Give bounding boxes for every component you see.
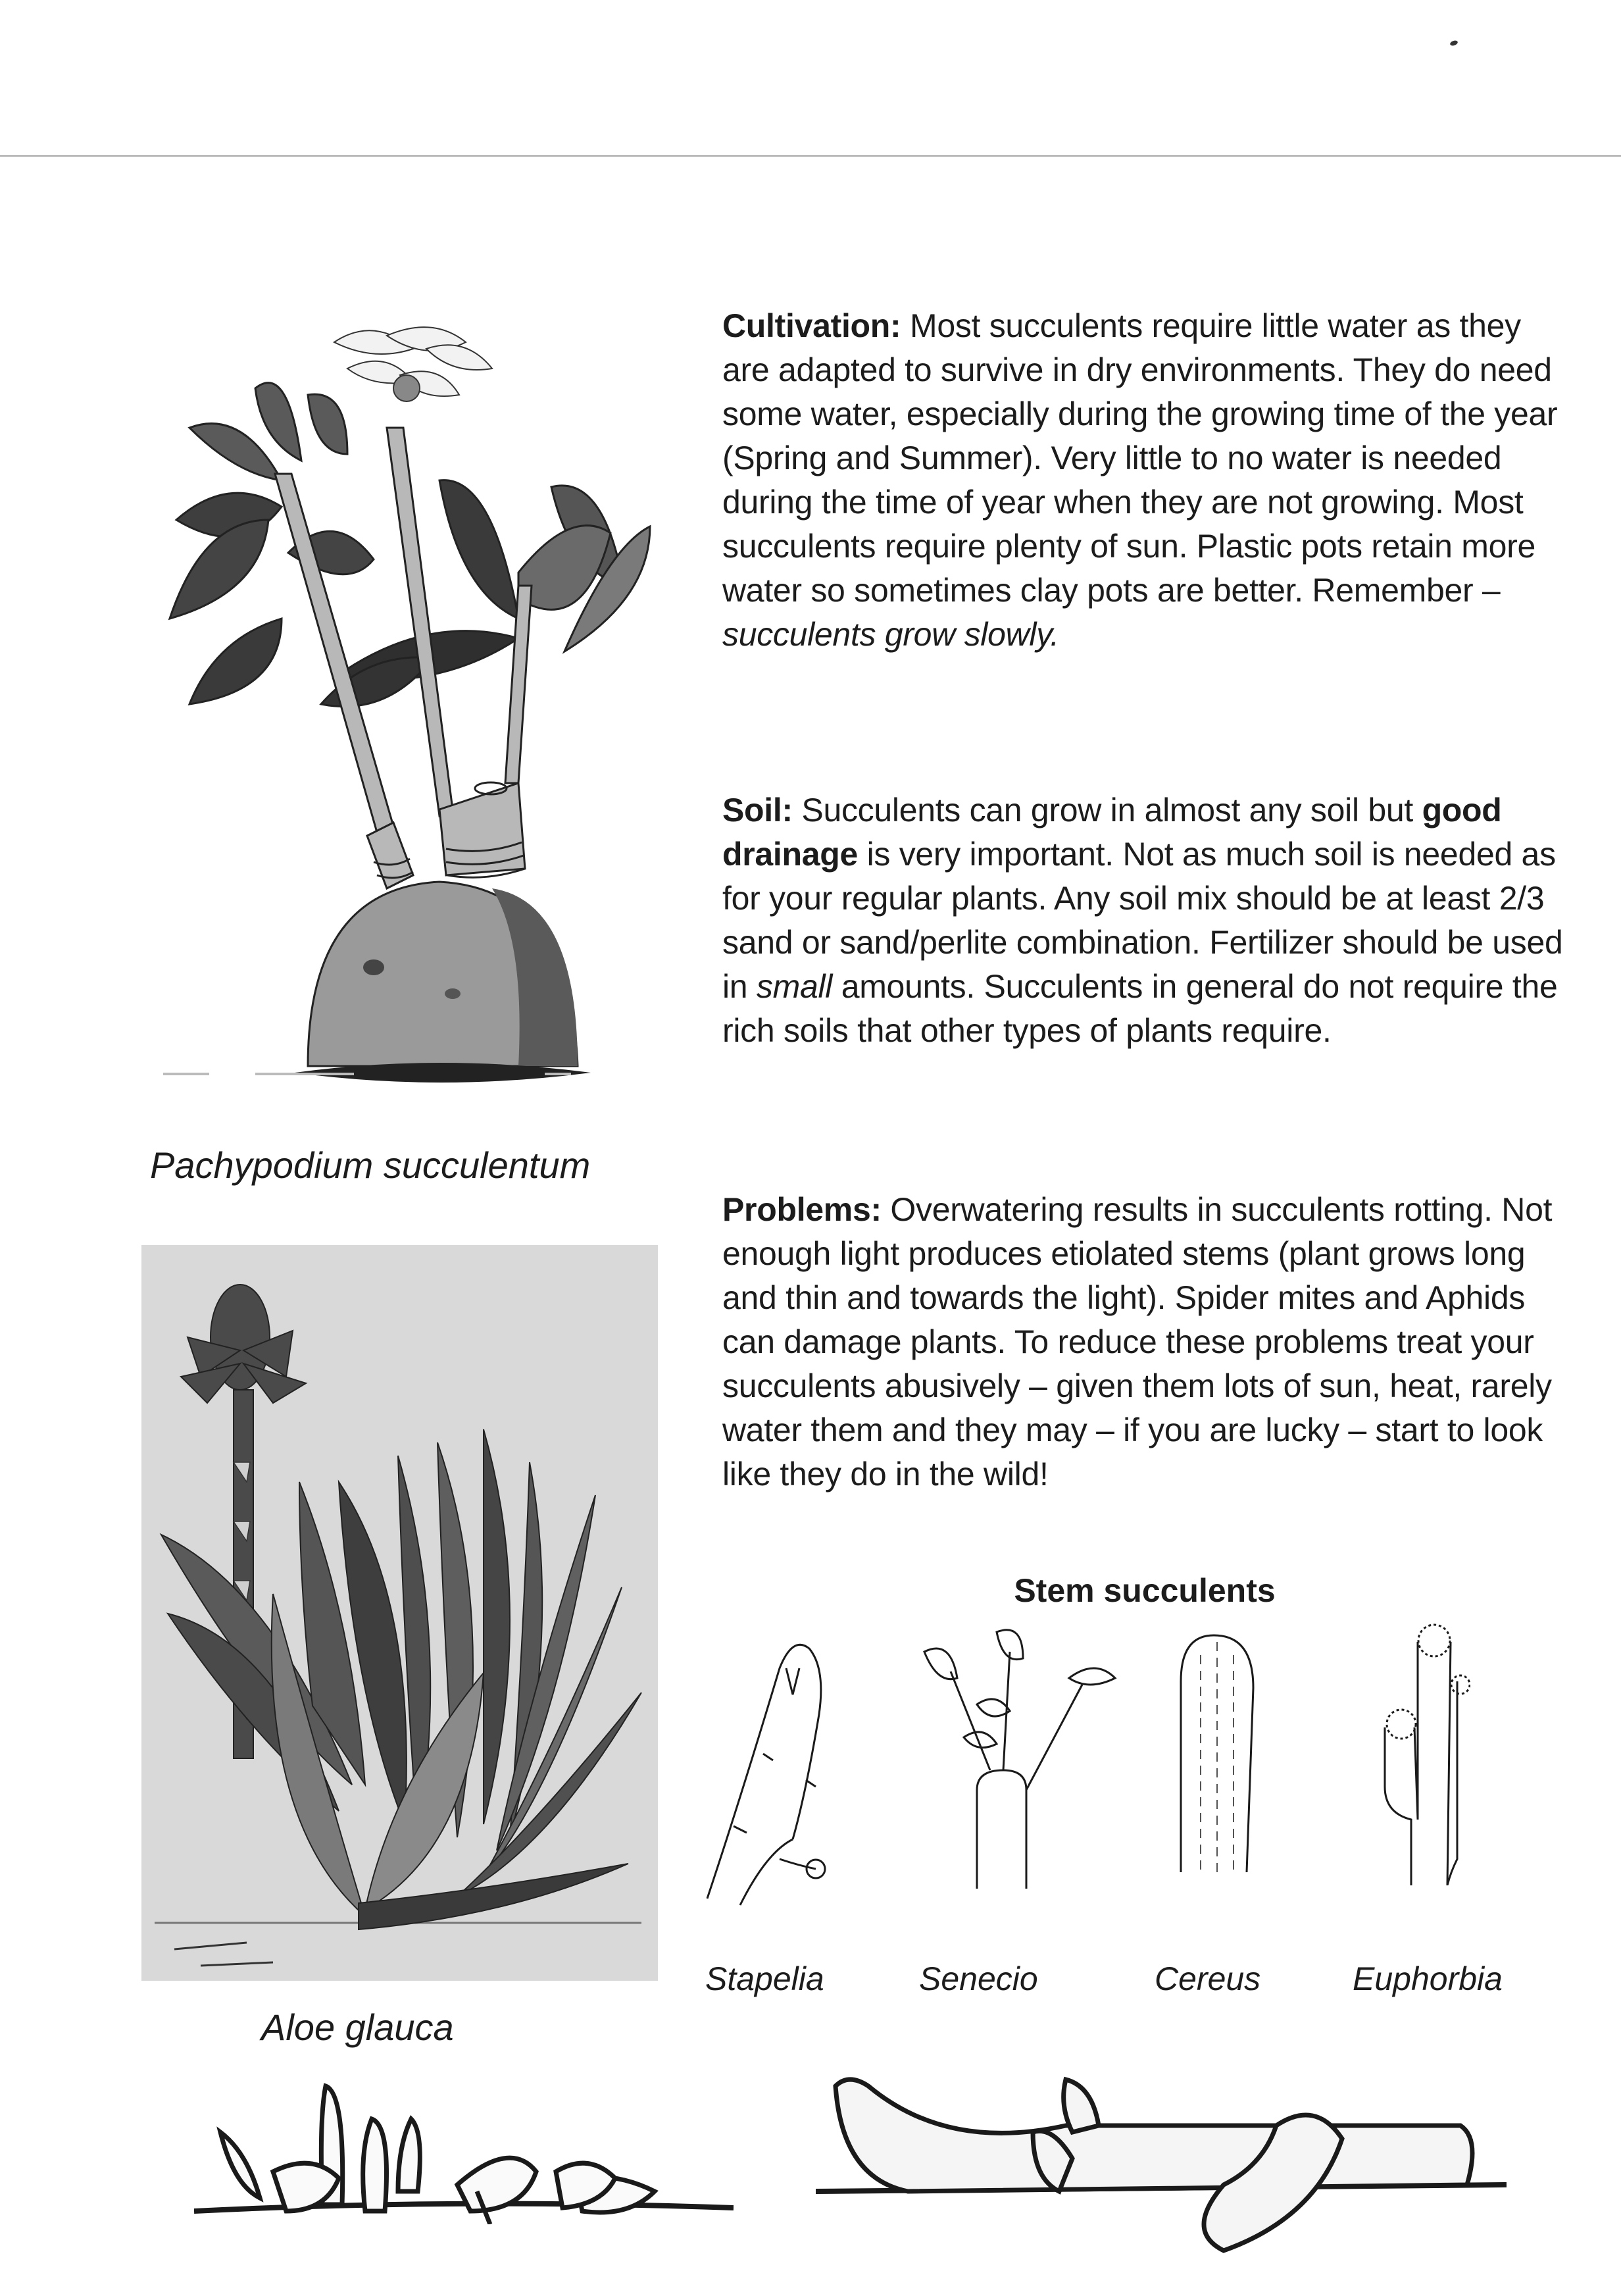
soil-bold-phrase: good drainage: [722, 792, 1502, 873]
stem-label-euphorbia: Euphorbia: [1353, 1960, 1503, 1997]
stem-label-cereus: Cereus: [1155, 1960, 1261, 1997]
aloe-caption: Aloe glauca: [261, 2006, 454, 2048]
soil-section: [722, 788, 1571, 1053]
problems-section: [722, 1188, 1571, 1496]
soil-text-middle: is very important. Not as much soil is needed as for your regular plants. Any soil mix should be at least 2/3 sand or sand/perlite combination. Fertilizer should be used in: [722, 836, 1563, 1005]
euphorbia-drawing: [1365, 1622, 1470, 1885]
soil-text-after: amounts. Succulents in general do not require the rich soils that other types of plants require.: [722, 968, 1558, 1049]
page-divider-line: [0, 155, 1621, 157]
cereus-drawing: [1174, 1629, 1260, 1879]
stapelia-drawing: [701, 1629, 845, 1912]
problems-heading: Problems:: [722, 1191, 882, 1228]
stem-label-stapelia: Stapelia: [705, 1960, 824, 1997]
senecio-drawing: [911, 1625, 1128, 1889]
cultivation-section: [722, 304, 1571, 657]
finger-succulent-drawing: [194, 2079, 734, 2224]
pachypodium-caption: Pachypodium succulentum: [150, 1144, 591, 1186]
pachypodium-illustration: [150, 309, 663, 1099]
scan-speck: [1449, 39, 1459, 47]
stem-succulents-title: Stem succulents: [1014, 1572, 1276, 1609]
soil-text-before: Succulents can grow in almost any soil but: [792, 792, 1422, 829]
cultivation-heading: Cultivation:: [722, 307, 901, 344]
cultivation-emphasis: succulents grow slowly.: [722, 616, 1059, 653]
problems-text: Overwatering results in succulents rotting. Not enough light produces etiolated stems (plant grows long and thin and towards the light). Spider mites and Aphids can damage plants. To reduce these problems treat your succulents abusively – given them lots of sun, heat, rarely water them and they may – if you are lucky – start to look like they do in the wild!: [722, 1191, 1553, 1492]
stem-label-senecio: Senecio: [919, 1960, 1038, 1997]
soil-heading: Soil:: [722, 792, 793, 829]
creeping-succulent-drawing: [816, 2060, 1507, 2257]
aloe-illustration: [141, 1245, 658, 1981]
cultivation-text: Most succulents require little water as they are adapted to survive in dry environments. They do need some water, especially during the growing time of the year (Spring and Summer). Very little to no water is needed during the time of year when they are not growing. Most succulents require plenty of sun. Plastic pots retain more water so sometimes clay pots are better. Remember –: [722, 307, 1558, 609]
soil-italic-word: small: [756, 968, 833, 1005]
